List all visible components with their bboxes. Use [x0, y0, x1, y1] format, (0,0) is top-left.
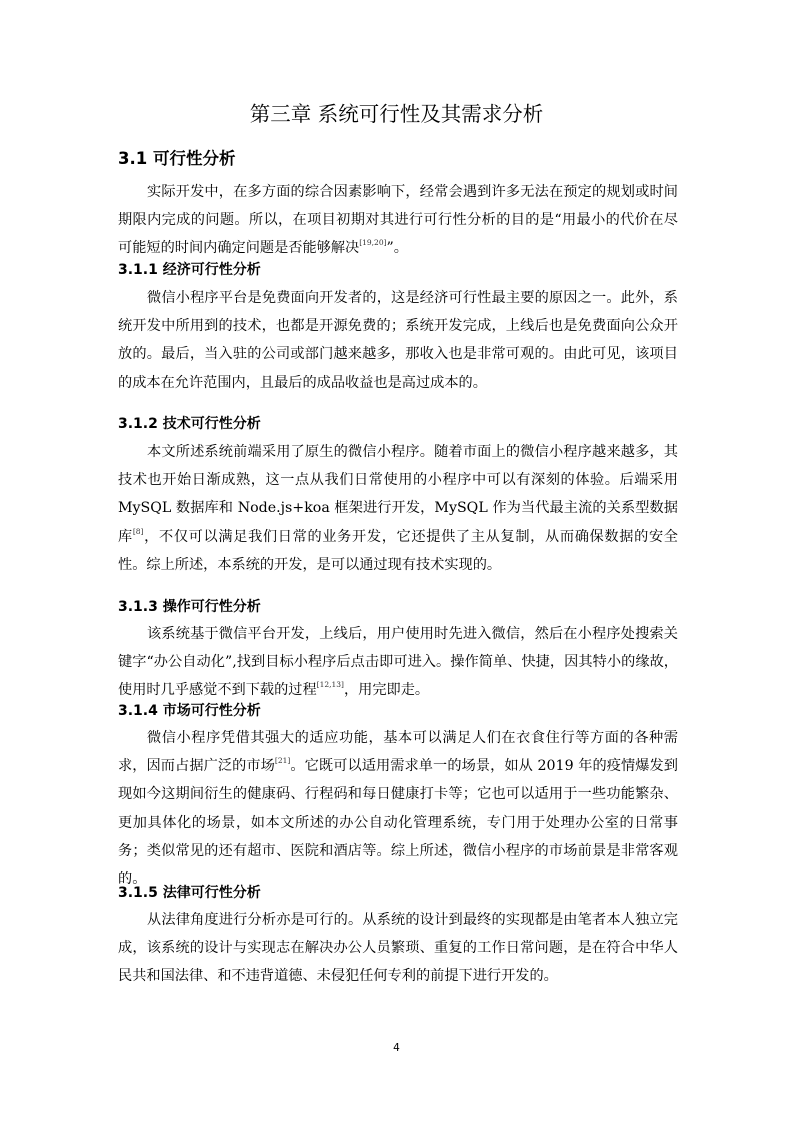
citation-marker: [8]: [132, 526, 144, 536]
subsection-heading-market: 3.1.4 市场可行性分析: [118, 703, 261, 719]
citation-marker: [21]: [274, 756, 291, 766]
section-intro-paragraph: [118, 178, 678, 263]
paragraph-text-tail: 。它既可以适用需求单一的场景，如从 2019 年的疫情爆发到现如今这期间衍生的健康码、行程码和每日健康打卡等；它也可以适用于一些功能繁杂、更加具体化的场景，如本文所述的办公自动化管理系统，专门用于处理办公室的日常事务；类似常见的还有超市、医院和酒店等。综上所述，微信小程序的市场前景是非常客观的。: [118, 758, 678, 888]
paragraph-text: 微信小程序平台是免费面向开发者的，这是经济可行性最主要的原因之一。此外，系统开发中所用到的技术，也都是开源免费的；系统开发完成，上线后也是免费面向公众开放的。最后，当入驻的公司或部门越来越多，那收入也是非常可观的。由此可见，该项目的成本在允许范围内，且最后的成品收益也是高过成本的。: [118, 290, 678, 391]
chapter-title: 第三章 系统可行性及其需求分析: [249, 102, 544, 126]
paragraph-text: 从法律角度进行分析亦是可行的。从系统的设计到最终的实现都是由笔者本人独立完成，该系统的设计与实现志在解决办公人员繁琐、重复的工作日常问题，是在符合中华人民共和国法律、和不违背道德、未侵犯任何专利的前提下进行开发的。: [118, 912, 678, 985]
paragraph-text: 该系统基于微信平台开发，上线后，用户使用时先进入微信，然后在小程序处搜索关键字“办公自动化”,找到目标小程序后点击即可进入。操作简单、快捷，因其特小的缘故，使用时几乎感觉不到下载的过程: [118, 626, 678, 699]
subsection-heading-operational: 3.1.3 操作可行性分析: [118, 599, 261, 615]
citation-marker: [12,13]: [316, 680, 344, 690]
paragraph-text-tail: ，不仅可以满足我们日常的业务开发，它还提供了主从复制，从而确保数据的安全性。综上所述，本系统的开发，是可以通过现有技术实现的。: [118, 528, 678, 573]
paragraph-text-tail: ”。: [386, 240, 408, 257]
subsection-paragraph-operational: [118, 620, 678, 705]
citation-marker: [19,20]: [359, 238, 387, 248]
subsection-heading-technical: 3.1.2 技术可行性分析: [118, 416, 261, 432]
subsection-paragraph-technical: [118, 438, 678, 579]
subsection-paragraph-market: [118, 724, 678, 893]
page-number: 4: [393, 1042, 400, 1054]
subsection-heading-legal: 3.1.5 法律可行性分析: [118, 885, 261, 901]
paragraph-text: 实际开发中，在多方面的综合因素影响下，经常会遇到许多无法在预定的规划或时间期限内完成的问题。所以，在项目初期对其进行可行性分析的目的是“用最小的代价在尽可能短的时间内确定问题是否能够解决: [118, 184, 678, 257]
paragraph-text: 本文所述系统前端采用了原生的微信小程序。随着市面上的微信小程序越来越多，其技术也开始日渐成熟，这一点从我们日常使用的小程序中可以有深刻的体验。后端采用 MySQL 数据库和 Node.js+koa 框架进行开发，MySQL 作为当代最主流的关系型数据库: [118, 444, 678, 545]
subsection-heading-economic: 3.1.1 经济可行性分析: [118, 262, 261, 278]
subsection-paragraph-economic: [118, 284, 678, 397]
section-heading: 3.1 可行性分析: [118, 149, 236, 168]
paragraph-text: 微信小程序凭借其强大的适应功能，基本可以满足人们在衣食住行等方面的各种需求，因而占据广泛的市场: [118, 730, 678, 775]
paragraph-text-tail: ，用完即走。: [343, 682, 430, 699]
subsection-paragraph-legal: [118, 906, 678, 991]
